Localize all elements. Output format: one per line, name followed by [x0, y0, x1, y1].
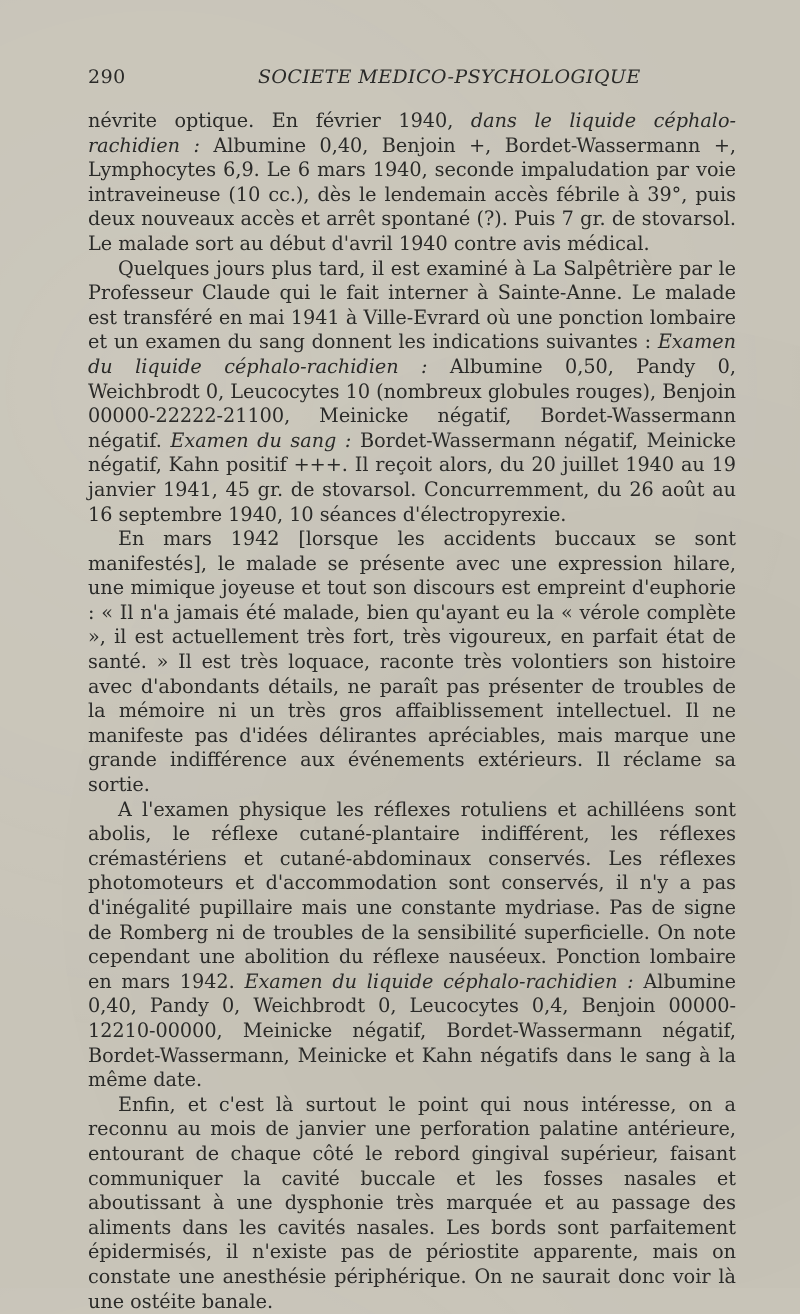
page-header [88, 66, 718, 92]
paragraph-1-emphasis: dans le liquide céphalo-rachidien : [88, 109, 736, 157]
paragraph-2-text-cont: Albumine 0,50, Pandy 0, Weichbrodt 0, Leucocytes 10 (nombreux globules rouges), Benjoin 00000-22222-21100, Meinicke négatif, Bordet-Wassermann négatif. [88, 354, 736, 452]
paragraph-1 [88, 109, 736, 257]
paragraph-1-text-cont: Albumine 0,40, Benjoin +, Bordet-Wassermann +, Lymphocytes 6,9. Le 6 mars 1940, seconde impaludation par voie intraveineuse (10 cc.), dès le lendemain accès fébrile à 39°, puis deux nouveaux accès et arrêt spontané (?). Puis 7 gr. de stovarsol. Le malade sort au début d'avril 1940 contre avis médical. [88, 133, 736, 255]
paragraph-3: En mars 1942 [lorsque les accidents buccaux se sont manifestés], le malade se présente avec une expression hilare, une mimique joyeuse et tout son discours est empreint d'euphorie : « Il n'a jamais été malade, bien qu'ayant eu la « vérole complète », il est actuellement très fort, très vigoureux, en parfait état de santé. » Il est très loquace, raconte très volontiers son histoire avec d'abondants détails, ne paraît pas présenter de troubles de la mémoire ni un très gros affaiblissement intellectuel. Il ne manifeste pas d'idées délirantes apréciables, mais marque une grande indifférence aux événements extérieurs. Il réclame sa sortie. [88, 527, 736, 797]
paragraph-4-emphasis: Examen du liquide céphalo-rachidien : [244, 969, 634, 993]
running-title: SOCIETE MEDICO-PSYCHOLOGIQUE [258, 66, 641, 88]
paragraph-2-text: Quelques jours plus tard, il est examiné à La Salpêtrière par le Professeur Claude qui le fait interner à Sainte-Anne. Le malade est transféré en mai 1941 à Ville-Evrard où une ponction lombaire et un examen du sang donnent les indications suivantes : [88, 256, 736, 354]
paragraph-4 [88, 798, 736, 1093]
paragraph-2-text-end: Bordet-Wassermann négatif, Meinicke négatif, Kahn positif +++. Il reçoit alors, du 20 juillet 1940 au 19 janvier 1941, 45 gr. de stovarsol. Concurremment, du 26 août au 16 septembre 1940, 10 séances d'électropyrexie. [88, 428, 736, 526]
paragraph-2 [88, 257, 736, 528]
paragraph-4-text: A l'examen physique les réflexes rotuliens et achilléens sont abolis, le réflexe cutané-plantaire indifférent, les réflexes crémastériens et cutané-abdominaux conservés. Les réflexes photomoteurs et d'accommodation sont conservés, il n'y a pas d'inégalité pupillaire mais une constante mydriase. Pas de signe de Romberg ni de troubles de la sensibilité superficielle. On note cependant une abolition du réflexe nauséeux. Ponction lombaire en mars 1942. [88, 797, 736, 993]
paragraph-2-emphasis-csf: Examen du liquide céphalo-rachidien : [88, 330, 736, 378]
paragraph-2-emphasis-blood: Examen du sang : [170, 428, 352, 452]
paragraph-4-text-cont: Albumine 0,40, Pandy 0, Weichbrodt 0, Leucocytes 0,4, Benjoin 00000-12210-00000, Meinicke négatif, Bordet-Wassermann négatif, Bordet-Wassermann, Meinicke et Kahn négatifs dans le sang à la même date. [88, 969, 737, 1092]
body-text [88, 109, 736, 1314]
page-number: 290 [88, 66, 126, 88]
paragraph-5: Enfin, et c'est là surtout le point qui nous intéresse, on a reconnu au mois de janvier une perforation palatine antérieure, entourant de chaque côté le rebord gingival supérieur, faisant communiquer la cavité buccale et les fosses nasales et aboutissant à une dysphonie très marquée et au passage des aliments dans les cavités nasales. Les bords sont parfaitement épidermisés, il n'existe pas de périostite apparente, mais on constate une anesthésie périphérique. On ne saurait donc voir là une ostéite banale. [88, 1092, 736, 1313]
paragraph-1-text: névrite optique. En février 1940, [88, 109, 471, 132]
